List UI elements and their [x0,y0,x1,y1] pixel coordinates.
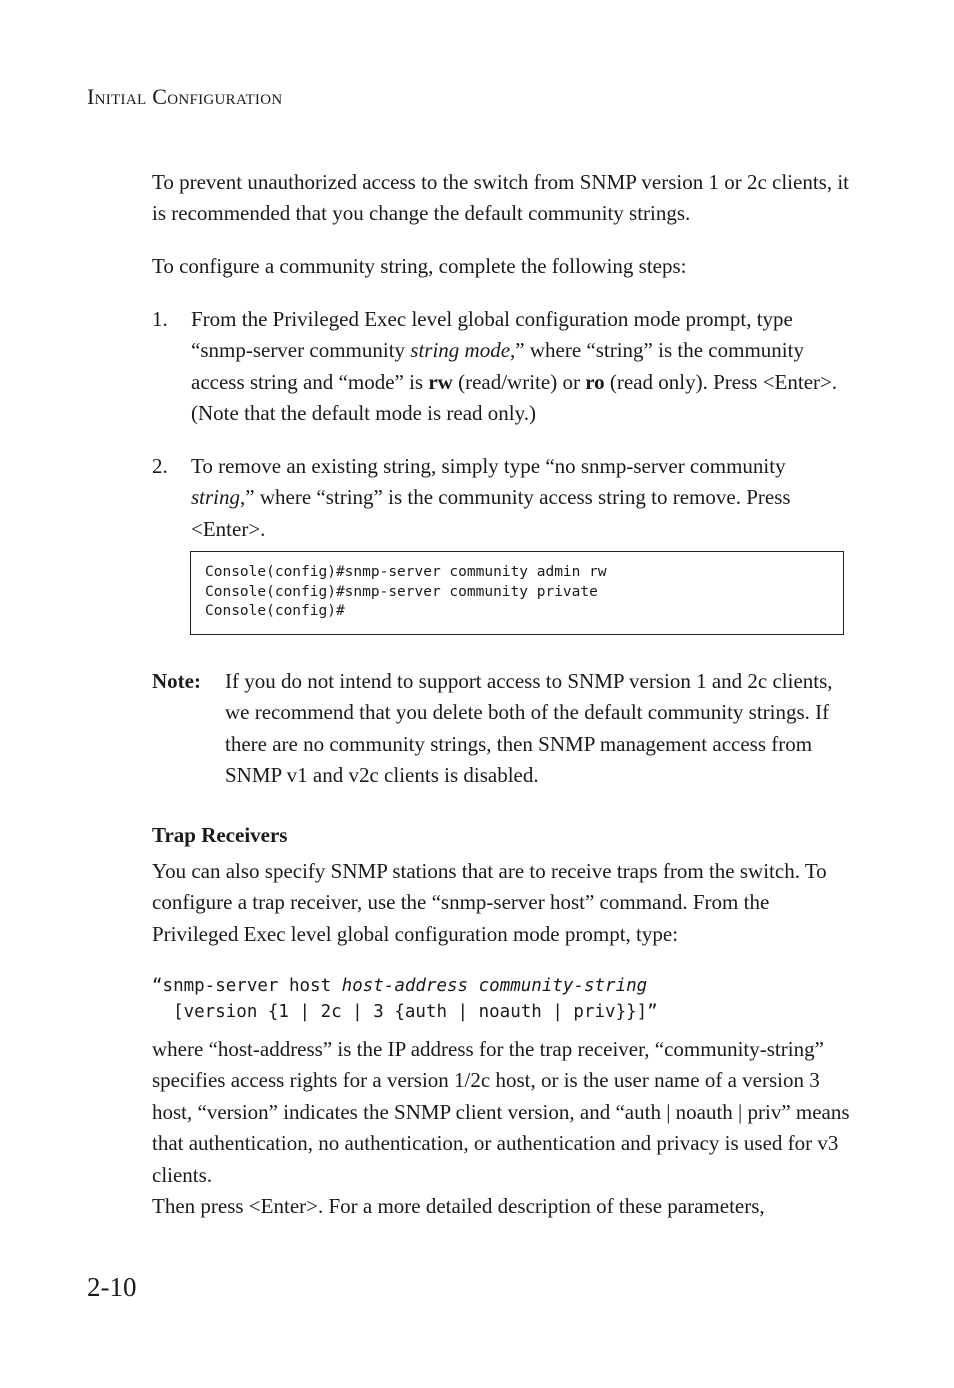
step-2-text: To remove an existing string, simply type “no snmp-server community string,” where “string” is the community access string to remove. Press <Enter>. [191,454,791,541]
code-line: Console(config)#snmp-server community admin rw [205,564,607,580]
intro-paragraph: To prevent unauthorized access to the switch from SNMP version 1 or 2c clients, it is recommended that you change the default community strings. [152,170,850,226]
then-paragraph: Then press <Enter>. For a more detailed description of these parameters, [152,1194,765,1218]
step-2-number: 2. [152,454,168,478]
running-header: INITIAL CONFIGURATION [87,84,283,109]
code-example-box [190,551,844,635]
step-1-number: 1. [152,307,168,331]
code-line: Console(config)#snmp-server community private [205,583,598,600]
steps-intro: To configure a community string, complete the following steps: [152,254,687,278]
section-heading-trap-receivers: Trap Receivers [152,823,288,847]
note-label: Note: [152,669,201,693]
code-line: Console(config)# [205,603,345,619]
trap-paragraph: You can also specify SNMP stations that are to receive traps from the switch. To configure a trap receiver, use the “snmp-server host” command. From the Privileged Exec level global configuration mode prompt, type: [152,859,827,946]
where-paragraph: where “host-address” is the IP address for the trap receiver, “community-string” specifies access rights for a version 1/2c host, or is the user name of a version 3 host, “version” indicates the SNMP client version, and “auth | noauth | priv” means that authentication, no authentication, or authentication and privacy is used for v3 clients. [152,1037,850,1187]
note-text: If you do not intend to support access to SNMP version 1 and 2c clients, we recommend that you delete both of the default community strings. If there are no community strings, then SNMP management access from SNMP v1 and v2c clients is disabled. [225,669,833,788]
page-number: 2-10 [87,1272,137,1302]
step-1-text: From the Privileged Exec level global configuration mode prompt, type “snmp-server community string mode,” where “string” is the community access string and “mode” is rw (read/write) or ro (read only). Press <Enter>. (Note that the default mode is read only.) [191,307,838,426]
command-syntax: “snmp-server host host-address community-string [version {1 | 2c | 3 {auth | noauth | priv}}]” [152,976,658,1022]
